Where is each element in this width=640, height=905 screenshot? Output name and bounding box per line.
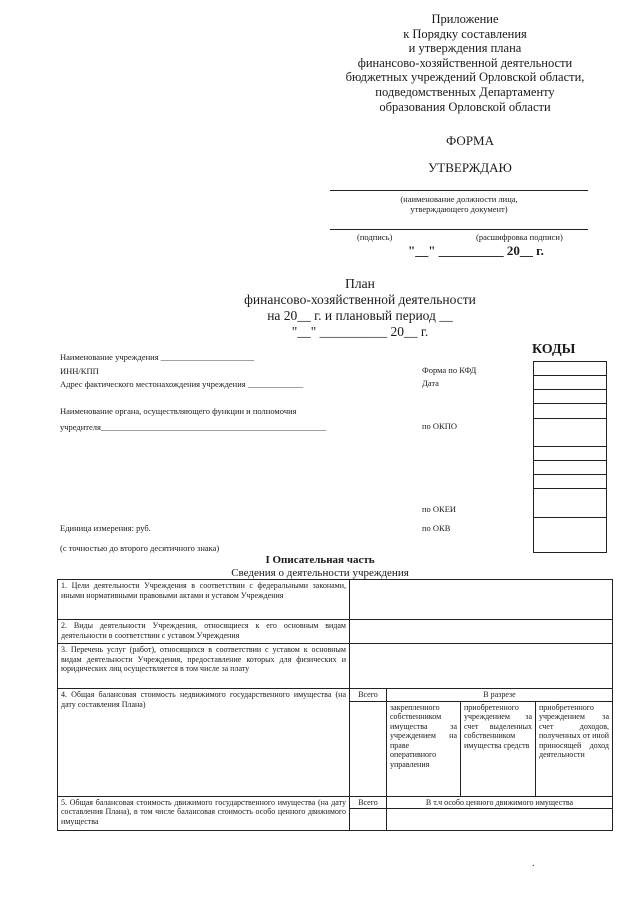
institution-name-field: Наименование учреждения ______________________ [60, 352, 255, 362]
inn-kpp-field: ИНН/КПП [60, 366, 99, 376]
row5-label: 5. Общая балансовая стоимость движимого государственного имущества (на дату составления Плана), в том числе балансовая стоимость особо ценного движимого имущества [58, 796, 350, 831]
row4-col1-header: закрепленного собственником имущества за учреждением на праве оперативного управления [387, 701, 461, 796]
codes-label-kfd: Форма по КФД [422, 365, 477, 375]
appendix-line: бюджетных учреждений Орловской области, [345, 70, 585, 85]
code-box[interactable] [533, 389, 607, 404]
position-caption [330, 194, 588, 214]
row4-breakdown-header: В разрезе [387, 689, 613, 702]
row5-total-header: Всего [350, 796, 387, 809]
table-row [58, 580, 613, 620]
plan-title: План [345, 276, 375, 291]
footer-mark: . [532, 858, 535, 869]
row2-value-cell[interactable] [350, 620, 613, 644]
table-row [58, 796, 613, 809]
appendix-line: Приложение [431, 12, 499, 26]
caption-text: (наименование должности лица, [400, 194, 518, 204]
appendix-line: финансово-хозяйственной деятельности [357, 55, 573, 70]
code-box[interactable] [533, 403, 607, 419]
caption-text: утверждающего документ) [410, 204, 508, 214]
codes-title: КОДЫ [532, 342, 576, 357]
appendix-block [330, 12, 600, 114]
row3-label: 3. Перечень услуг (работ), относящихся в соответствии с уставом к основным видам деятельности Учреждения, предоставление которых для физических и юридических лиц осуществляется в том числе за плату [58, 644, 350, 689]
code-box[interactable] [533, 460, 607, 475]
section-subtitle: Сведения о деятельности учреждения [231, 567, 409, 579]
approve-title: УТВЕРЖДАЮ [428, 160, 512, 175]
signature-caption: (подпись) [357, 232, 393, 242]
row4-label: 4. Общая балансовая стоимость недвижимого государственного имущества (на дату составления Плана) [58, 689, 350, 797]
row4-col3-header: приобретенного учреждением за счет доходов, полученных от иной приносящей доход деятельности [536, 701, 613, 796]
activity-table [57, 579, 613, 831]
decryption-caption: (расшифровка подписи) [476, 232, 563, 242]
appendix-line: к Порядку составления [403, 26, 527, 41]
row1-value-cell[interactable] [350, 580, 613, 620]
plan-subtitle: финансово-хозяйственной деятельности [244, 292, 476, 307]
approve-date: "__" __________ 20__ г. [408, 243, 544, 258]
appendix-line: и утверждения плана [408, 41, 522, 56]
organ-field-line1: Наименование органа, осуществляющего функции и полномочия [60, 406, 297, 416]
codes-label-okei: по ОКЕИ [422, 504, 457, 514]
row2-label: 2. Виды деятельности Учреждения, относящиеся к его основным видам деятельности в соответствии с уставом Учреждения [58, 620, 350, 644]
appendix-line: образования Орловской области [379, 99, 551, 114]
plan-period: на 20__ г. и плановый период __ [267, 308, 453, 323]
row5-total-cell[interactable] [350, 809, 387, 831]
codes-label-okpo: по ОКПО [422, 421, 458, 431]
row4-total-header: Всего [350, 689, 387, 702]
signature-line [330, 229, 588, 230]
organ-field-line2: учредителя_____________________________________________________ [60, 422, 327, 432]
row1-label: 1. Цели деятельности Учреждения в соответствии с федеральными законами, иными нормативными правовыми актами и уставом Учреждения [58, 580, 350, 620]
row5-special-header: В т.ч особо ценного движимого имущества [387, 796, 613, 809]
unit-field: Единица измерения: руб. [60, 523, 151, 533]
table-row [58, 689, 613, 702]
form-label: ФОРМА [446, 133, 494, 148]
appendix-line: подведомственных Департаменту [375, 84, 555, 99]
code-box-okei[interactable] [533, 488, 607, 518]
address-field: Адрес фактического местонахождения учреждения _____________ [60, 379, 304, 389]
code-box-kfd[interactable] [533, 361, 607, 376]
code-box[interactable] [533, 474, 607, 489]
position-line [330, 190, 588, 191]
row3-value-cell[interactable] [350, 644, 613, 689]
row4-total-cell[interactable] [350, 701, 387, 796]
code-box-date[interactable] [533, 375, 607, 390]
code-box-okpo[interactable] [533, 418, 607, 447]
codes-label-date: Дата [422, 378, 439, 388]
plan-date: "__" __________ 20__ г. [291, 324, 429, 339]
code-box[interactable] [533, 446, 607, 461]
table-row [58, 620, 613, 644]
table-row [58, 644, 613, 689]
codes-label-okv: по ОКВ [422, 523, 451, 533]
row4-col2-header: приобретенного учреждением за счет выделенных собственником имущества средств [461, 701, 536, 796]
row5-special-cell[interactable] [387, 809, 613, 831]
precision-note: (с точностью до второго десятичного знака) [60, 543, 220, 553]
section-title: I Описательная часть [265, 554, 375, 566]
code-box-okv[interactable] [533, 517, 607, 553]
